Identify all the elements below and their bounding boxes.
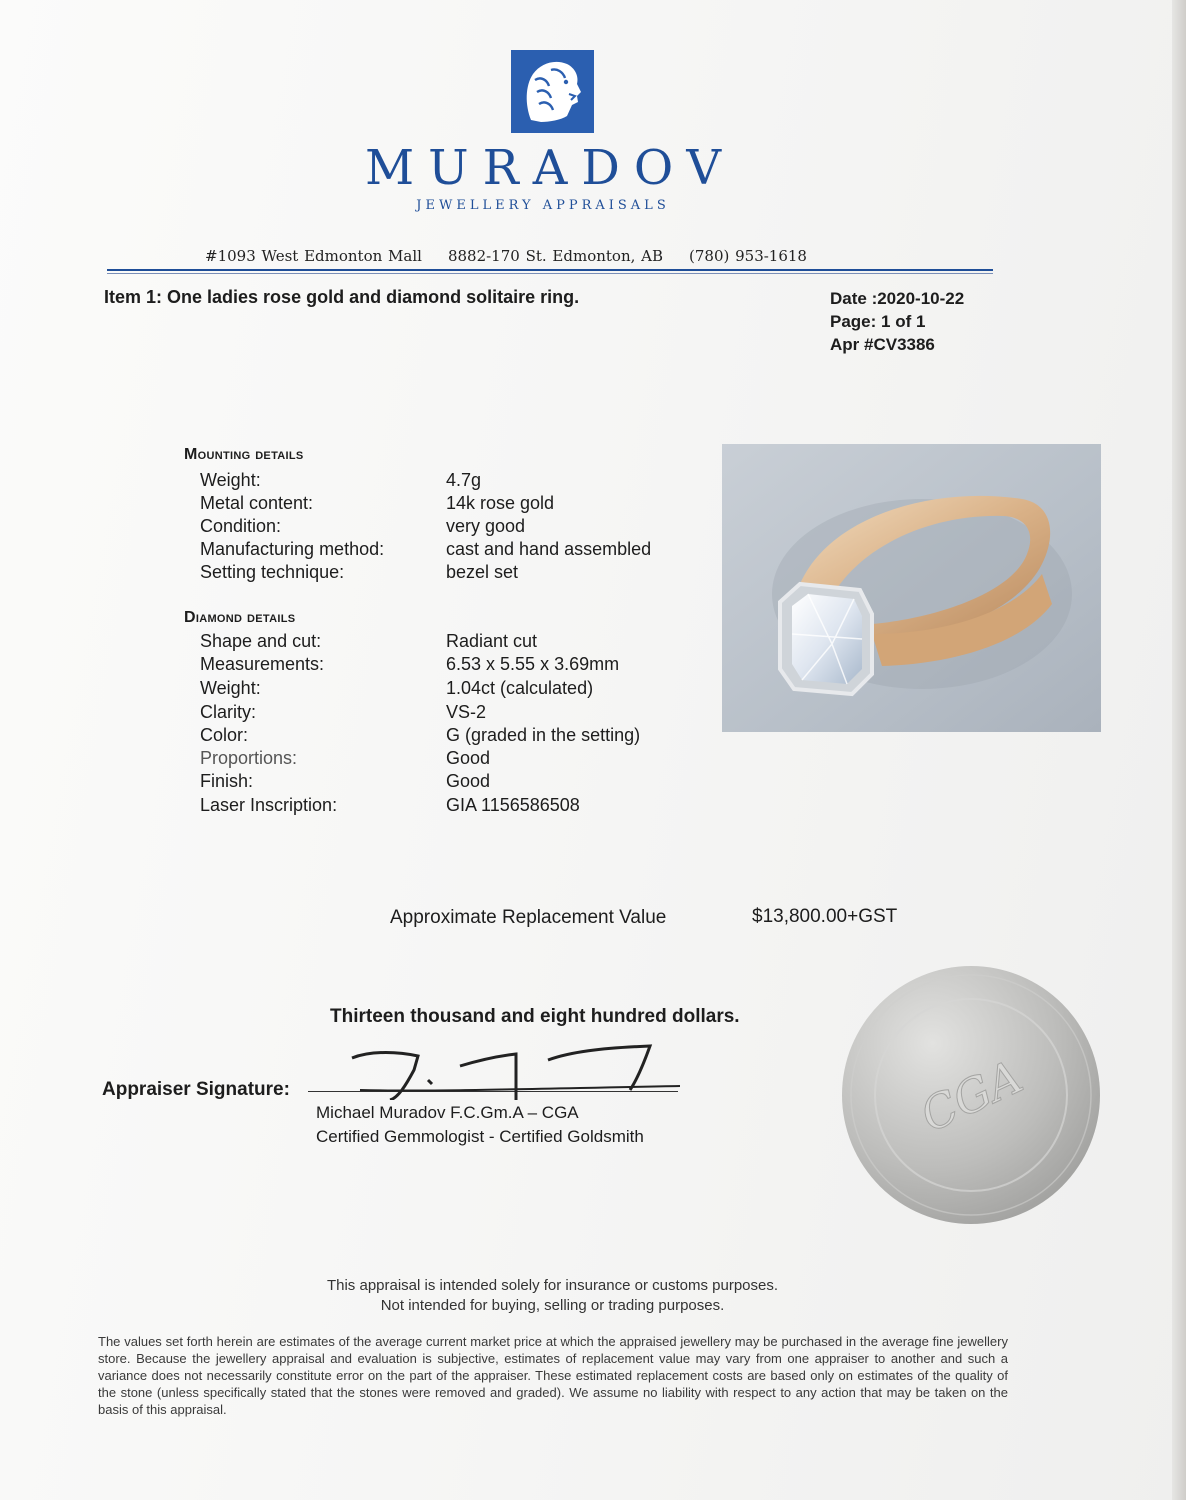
appraisal-number: Apr #CV3386 bbox=[830, 335, 935, 354]
address-mall: #1093 West Edmonton Mall bbox=[205, 247, 422, 265]
mounting-heading: Mounting details bbox=[184, 446, 304, 463]
appraiser-name: Michael Muradov F.C.Gm.A – CGA bbox=[316, 1103, 579, 1122]
mounting-label: Condition: bbox=[200, 516, 282, 536]
address-line bbox=[205, 247, 807, 265]
diamond-label: Measurements: bbox=[200, 654, 325, 674]
diamond-value: Good bbox=[446, 748, 491, 768]
appraiser-title: Certified Gemmologist - Certified Goldsmith bbox=[316, 1127, 644, 1146]
lion-logo-icon bbox=[511, 50, 594, 133]
diamond-label: Finish: bbox=[200, 771, 254, 791]
diamond-label: Laser Inscription: bbox=[200, 795, 338, 815]
mounting-value: very good bbox=[446, 516, 526, 536]
mounting-label: Manufacturing method: bbox=[200, 539, 385, 559]
item-title: Item 1: One ladies rose gold and diamond solitaire ring. bbox=[104, 287, 580, 307]
mounting-value: 14k rose gold bbox=[446, 493, 555, 513]
diamond-label: Shape and cut: bbox=[200, 631, 322, 651]
usage-disclaimer bbox=[300, 1276, 805, 1316]
header-rule-thin bbox=[107, 273, 993, 274]
diamond-value: 6.53 x 5.55 x 3.69mm bbox=[446, 654, 620, 674]
mounting-value: 4.7g bbox=[446, 470, 482, 490]
mounting-value: bezel set bbox=[446, 562, 519, 582]
date: Date :2020-10-22 bbox=[830, 289, 965, 308]
brand-tagline: JEWELLERY APPRAISALS bbox=[416, 198, 670, 213]
diamond-heading: Diamond details bbox=[184, 609, 296, 626]
diamond-label: Weight: bbox=[200, 678, 261, 698]
diamond-label: Proportions: bbox=[200, 748, 298, 768]
diamond-value: 1.04ct (calculated) bbox=[446, 678, 594, 698]
mounting-label: Metal content: bbox=[200, 493, 314, 513]
page-edge-shadow bbox=[1172, 0, 1186, 1500]
mounting-label: Weight: bbox=[200, 470, 261, 490]
mounting-label: Setting technique: bbox=[200, 562, 345, 582]
address-street: 8882-170 St. Edmonton, AB bbox=[447, 247, 663, 265]
legal-disclaimer: The values set forth herein are estimates of the average current market price at which the appraised jewellery may be purchased in the average fine jewellery store. Because the jewellery appraisal and evaluation is subjective, estimates of replacement value may vary from one appraiser to another and such a variance does not necessarily constitute error on the part of the appraiser. These estimated replacement costs are based only on estimates of the quality of the stone (unless specifically stated that the stones were removed and graded). We assume no liability with respect to any action that may be taken on the basis of this appraisal. bbox=[98, 1334, 1008, 1417]
item-meta bbox=[830, 287, 964, 356]
phone-number: (780) 953-1618 bbox=[689, 247, 807, 265]
diamond-value: VS-2 bbox=[446, 702, 487, 722]
header-rule bbox=[107, 269, 993, 271]
ring-photo bbox=[722, 444, 1101, 732]
handwritten-signature bbox=[320, 1040, 680, 1100]
disclaimer-line-1: This appraisal is intended solely for insurance or customs purposes. bbox=[326, 1277, 779, 1294]
seal-initials: CGA bbox=[912, 1049, 1031, 1143]
diamond-value: G (graded in the setting) bbox=[446, 725, 641, 745]
diamond-value: Radiant cut bbox=[446, 631, 538, 651]
signature-label: Appraiser Signature: bbox=[102, 1079, 290, 1100]
brand-name: MURADOV bbox=[364, 140, 736, 196]
page-number: Page: 1 of 1 bbox=[830, 312, 926, 331]
mounting-value: cast and hand assembled bbox=[446, 539, 652, 559]
embossed-cga-seal bbox=[840, 964, 1102, 1226]
diamond-label: Color: bbox=[200, 725, 249, 745]
diamond-label: Clarity: bbox=[200, 702, 257, 722]
replacement-value: $13,800.00+GST bbox=[752, 906, 898, 927]
diamond-value: Good bbox=[446, 771, 491, 791]
diamond-value: GIA 1156586508 bbox=[446, 795, 580, 815]
replacement-value-label: Approximate Replacement Value bbox=[390, 907, 667, 928]
value-in-words: Thirteen thousand and eight hundred dollars. bbox=[330, 1006, 740, 1027]
disclaimer-line-2: Not intended for buying, selling or trading purposes. bbox=[380, 1297, 725, 1314]
